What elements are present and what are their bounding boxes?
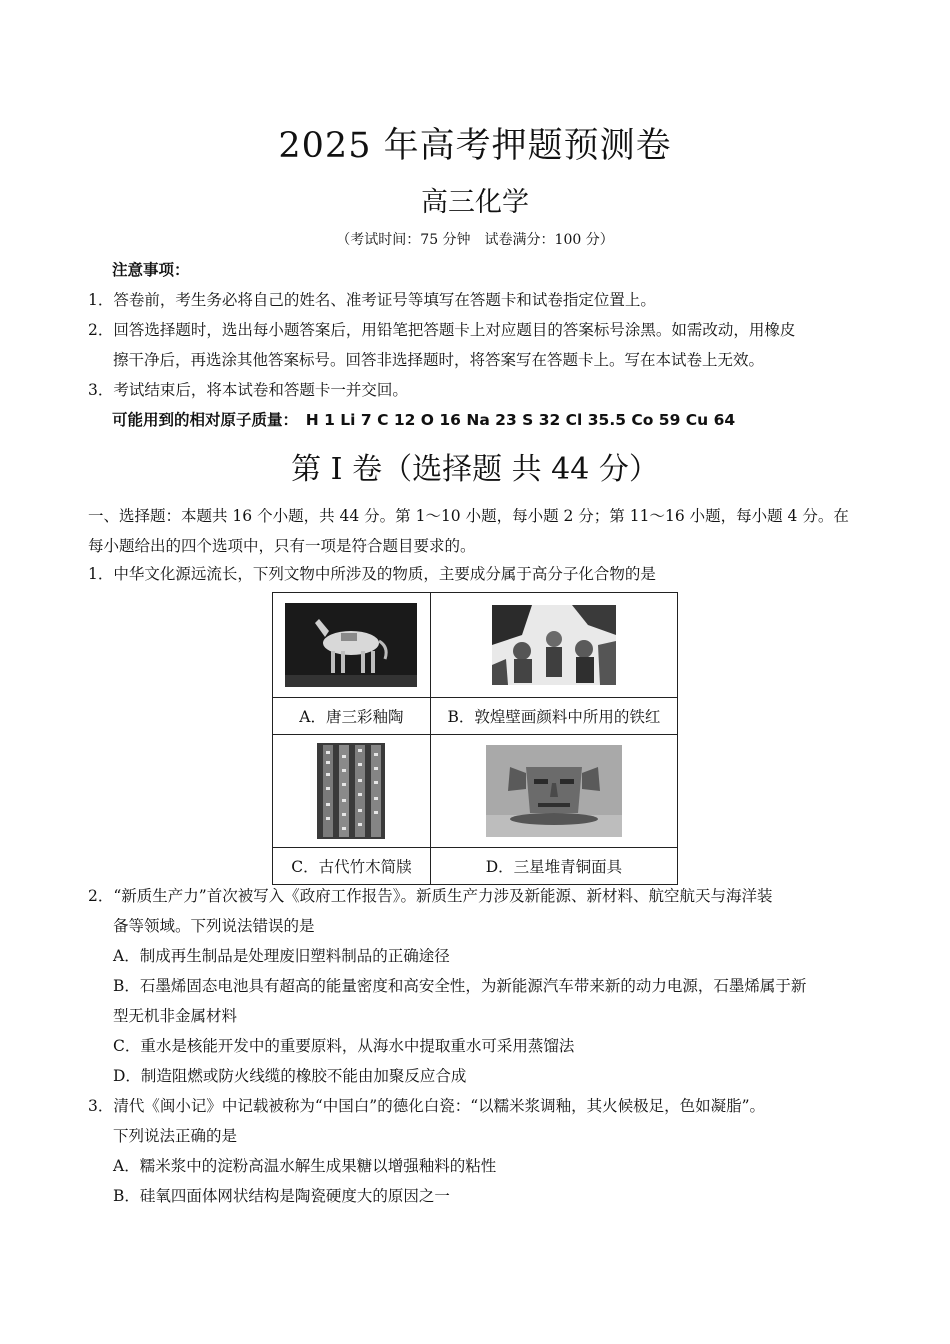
q1-image-d-cell	[430, 735, 677, 848]
q1-option-a: A．唐三彩釉陶	[273, 698, 431, 735]
notice-item-1: 1．答卷前，考生务必将自己的姓名、准考证号等填写在答题卡和试卷指定位置上。	[88, 291, 656, 309]
exam-info: （考试时间：75 分钟 试卷满分：100 分）	[336, 232, 614, 248]
notice-heading: 注意事项：	[112, 261, 190, 279]
sanxingdui-bronze-mask-image	[486, 745, 622, 837]
section-intro-1: 一、选择题：本题共 16 个小题，共 44 分。第 1～10 小题，每小题 2 分；第 11～16 小题，每小题 4 分。在	[88, 507, 849, 525]
atomic-masses: 可能用到的相对原子质量： H 1 Li 7 C 12 O 16 Na 23 S 32 Cl 35.5 Co 59 Cu 64	[112, 411, 736, 429]
q1-image-b-cell	[430, 593, 677, 698]
exam-subtitle: 高三化学	[421, 187, 529, 218]
q1-options-table	[272, 592, 678, 885]
q3-stem-2: 下列说法正确的是	[113, 1127, 238, 1145]
q2-stem-1: 2．“新质生产力”首次被写入《政府工作报告》。新质生产力涉及新能源、新材料、航空航天与海洋装	[88, 887, 773, 905]
q2-option-d: D．制造阻燃或防火线缆的橡胶不能由加聚反应合成	[113, 1067, 467, 1085]
section-intro-2: 每小题给出的四个选项中，只有一项是符合题目要求的。	[88, 537, 476, 555]
notice-item-3: 3．考试结束后，将本试卷和答题卡一并交回。	[88, 381, 408, 399]
q2-stem-2: 备等领域。下列说法错误的是	[113, 917, 315, 935]
q3-option-b: B．硅氧四面体网状结构是陶瓷硬度大的原因之一	[113, 1187, 450, 1205]
q1-option-b: B．敦煌壁画颜料中所用的铁红	[430, 698, 677, 735]
tang-sancai-horse-image	[285, 603, 417, 687]
notice-item-2: 2．回答选择题时，选出每小题答案后，用铅笔把答题卡上对应题目的答案标号涂黑。如需改动，用橡皮	[88, 321, 796, 339]
q1-image-a-cell	[273, 593, 431, 698]
q1-image-c-cell	[273, 735, 431, 848]
q1-option-c: C．古代竹木简牍	[273, 848, 431, 885]
section-title: 第 I 卷（选择题 共 44 分）	[291, 452, 659, 487]
exam-title: 2025 年高考押题预测卷	[278, 126, 672, 166]
q2-option-b-2: 型无机非金属材料	[113, 1007, 238, 1025]
q2-option-b-1: B．石墨烯固态电池具有超高的能量密度和高安全性，为新能源汽车带来新的动力电源，石墨烯属于新	[113, 977, 807, 995]
q1-option-d: D．三星堆青铜面具	[430, 848, 677, 885]
notice-item-2-cont: 擦干净后，再选涂其他答案标号。回答非选择题时，将答案写在答题卡上。写在本试卷上无效。	[113, 351, 765, 369]
q1-stem: 1．中华文化源远流长，下列文物中所涉及的物质，主要成分属于高分子化合物的是	[88, 565, 656, 583]
dunhuang-mural-image	[492, 605, 616, 685]
q3-stem-1: 3．清代《闽小记》中记载被称为“中国白”的德化白瓷：“以糯米浆调釉，其火候极足，色如凝脂”。	[88, 1097, 766, 1115]
q2-option-a: A．制成再生制品是处理废旧塑料制品的正确途径	[113, 947, 450, 965]
q3-option-a: A．糯米浆中的淀粉高温水解生成果糖以增强釉料的粘性	[113, 1157, 497, 1175]
q2-option-c: C．重水是核能开发中的重要原料，从海水中提取重水可采用蒸馏法	[113, 1037, 575, 1055]
bamboo-slips-image	[317, 743, 385, 839]
